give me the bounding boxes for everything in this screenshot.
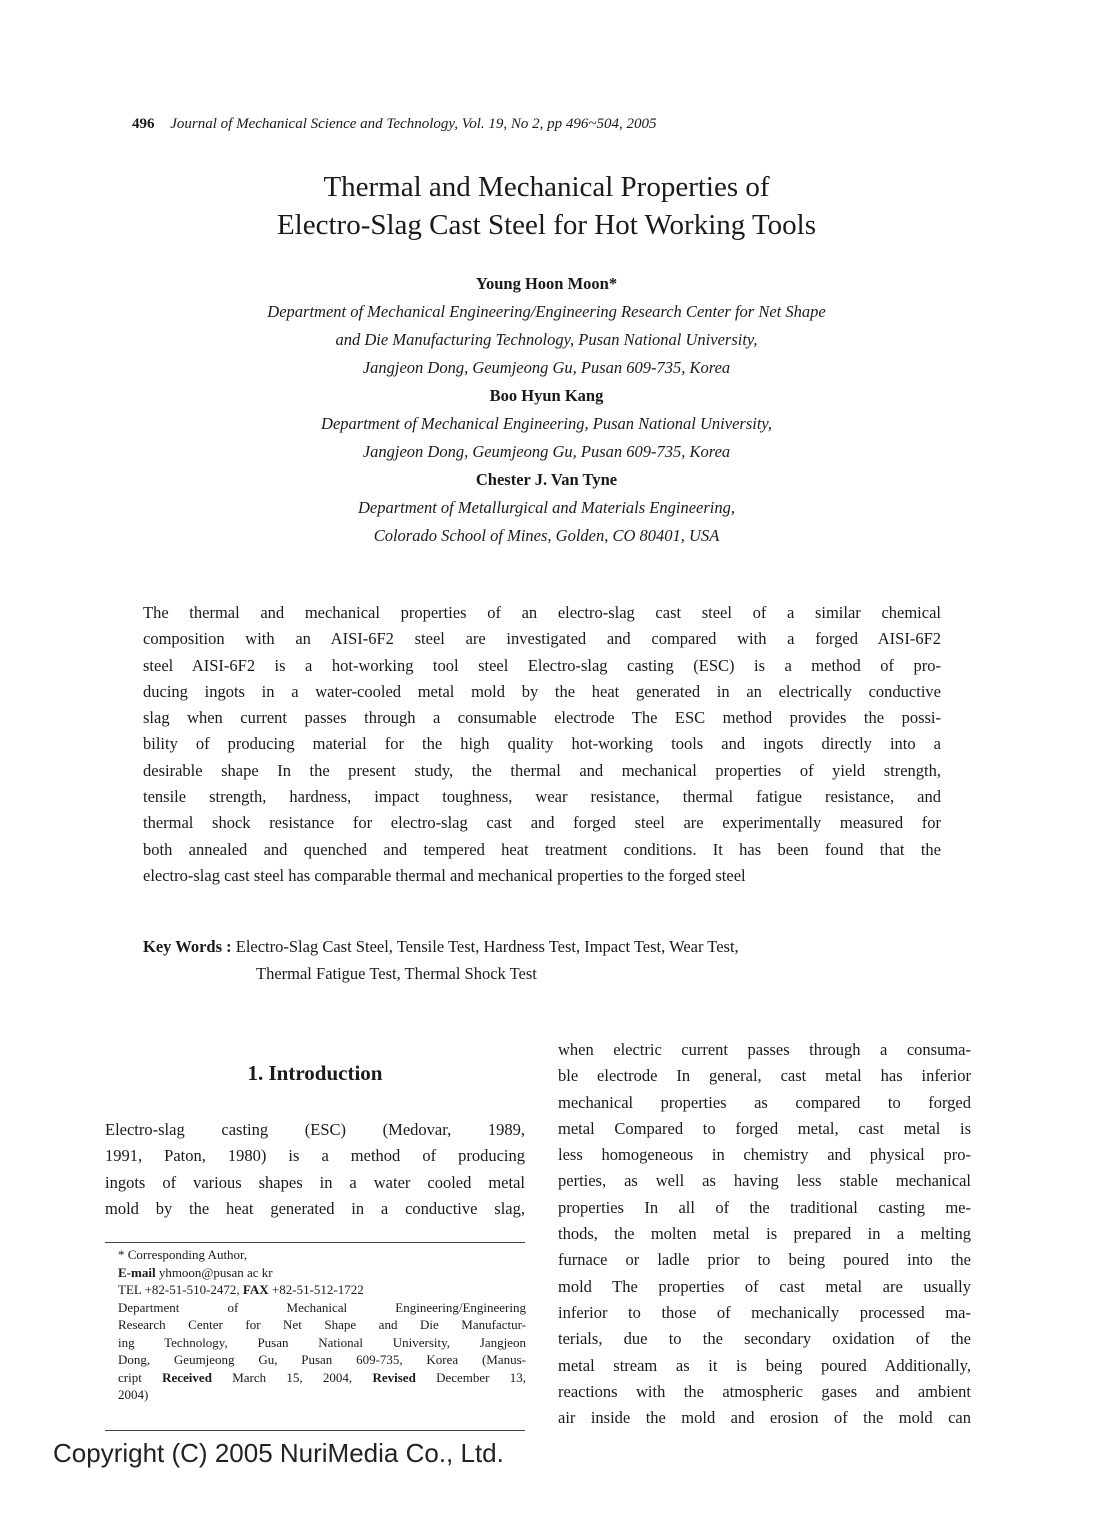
author-affiliation: Jangjeon Dong, Geumjeong Gu, Pusan 609-735, Korea	[362, 358, 731, 377]
author-affiliation: and Die Manufacturing Technology, Pusan National University,	[335, 330, 758, 349]
journal-citation: Journal of Mechanical Science and Technology, Vol. 19, No 2, pp 496~504, 2005	[170, 116, 657, 132]
abstract-line: bility of producing material for the high quality hot-working tools and ingots directly into a	[143, 734, 941, 754]
footnote-corresponding: * Corresponding Author,	[118, 1247, 248, 1262]
tel-label: TEL	[118, 1282, 142, 1297]
paper-title	[0, 168, 1093, 244]
keywords-text: Electro-Slag Cast Steel, Tensile Test, Hardness Test, Impact Test, Wear Test,	[235, 937, 739, 956]
footnote-email-line	[118, 1264, 526, 1282]
abstract-line: thermal shock resistance for electro-slag cast and forged steel are experimentally measured for	[143, 813, 941, 833]
footnote-dept-line: Department of Mechanical Engineering/Engineering	[118, 1299, 526, 1315]
email-label: E-mail	[118, 1264, 156, 1280]
author-name: Young Hoon Moon*	[475, 274, 618, 293]
author-affiliation: Department of Mechanical Engineering/Engineering Research Center for Net Shape	[267, 302, 826, 321]
body-line: when electric current passes through a consuma-	[558, 1040, 971, 1059]
footnote-dates-line	[118, 1369, 526, 1387]
author-affiliation: Jangjeon Dong, Geumjeong Gu, Pusan 609-735, Korea	[362, 442, 731, 461]
footnote-bottom-rule	[105, 1430, 525, 1431]
section-heading: 1. Introduction	[247, 1061, 383, 1085]
fax-label: FAX	[242, 1282, 269, 1297]
abstract-line: desirable shape In the present study, the thermal and mechanical properties of yield strength,	[143, 760, 941, 780]
body-line: terials, due to the secondary oxidation of the	[558, 1329, 971, 1349]
received-date: March 15, 2004,	[232, 1369, 353, 1385]
email-value: yhmoon@pusan ac kr	[158, 1264, 273, 1280]
revised-label: Revised	[372, 1369, 416, 1385]
body-line: reactions with the atmospheric gases and ambient	[558, 1381, 971, 1401]
abstract-line: steel AISI-6F2 is a hot-working tool steel Electro-slag casting (ESC) is a method of pro-	[143, 655, 941, 675]
footnote-dates-end: 2004)	[118, 1387, 149, 1402]
footnote-phone-line	[118, 1281, 526, 1299]
footnote-dept-line: Research Center for Net Shape and Die Manufactur-	[118, 1317, 526, 1332]
running-header	[132, 116, 657, 133]
body-line: thods, the molten metal is prepared in a melting	[558, 1224, 971, 1244]
body-line: air inside the mold and erosion of the mold can	[558, 1408, 971, 1428]
body-line: ingots of various shapes in a water cooled metal	[105, 1172, 525, 1192]
keywords-label: Key Words :	[143, 937, 232, 956]
abstract-line: The thermal and mechanical properties of an electro-slag cast steel of a similar chemical	[143, 603, 941, 622]
abstract	[143, 600, 941, 889]
abstract-line: ducing ingots in a water-cooled metal mold by the heat generated in an electrically conductive	[143, 681, 941, 701]
body-line: perties, as well as having less stable mechanical	[558, 1171, 971, 1191]
paper-title-line: Thermal and Mechanical Properties of	[323, 171, 770, 203]
abstract-line: slag when current passes through a consumable electrode The ESC method provides the possi-	[143, 708, 941, 728]
author-block	[0, 270, 1093, 550]
abstract-line: tensile strength, hardness, impact toughness, wear resistance, thermal fatigue resistance, and	[143, 787, 941, 807]
right-column-text	[558, 1037, 971, 1431]
body-line: mechanical properties as compared to forged	[558, 1092, 971, 1112]
footnote-dept-line: ing Technology, Pusan National University, Jangjeon	[118, 1334, 526, 1350]
body-line: metal Compared to forged metal, cast metal is	[558, 1118, 971, 1138]
copyright-notice: Copyright (C) 2005 NuriMedia Co., Ltd.	[53, 1438, 504, 1468]
tel-value: +82-51-510-2472,	[144, 1282, 240, 1297]
footnote	[118, 1246, 526, 1404]
footnote-divider	[105, 1242, 525, 1243]
author-name: Boo Hyun Kang	[489, 386, 604, 405]
keywords-text: Thermal Fatigue Test, Thermal Shock Test	[256, 964, 537, 983]
received-label: Received	[162, 1369, 212, 1385]
body-line: metal stream as it is being poured Additionally,	[558, 1355, 971, 1375]
footnote-dept-line: Dong, Geumjeong Gu, Pusan 609-735, Korea (Manus-	[118, 1352, 526, 1367]
body-line: less homogeneous in chemistry and physical pro-	[558, 1145, 971, 1165]
abstract-line: both annealed and quenched and tempered heat treatment conditions. It has been found that the	[143, 839, 941, 859]
body-line: furnace or ladle prior to being poured into the	[558, 1250, 971, 1270]
manuscript-label: cript	[118, 1369, 142, 1385]
paper-title-line: Electro-Slag Cast Steel for Hot Working Tools	[276, 209, 817, 241]
keywords	[143, 933, 739, 987]
body-line: Electro-slag casting (ESC) (Medovar, 1989,	[105, 1120, 525, 1139]
author-affiliation: Colorado School of Mines, Golden, CO 80401, USA	[373, 526, 720, 545]
author-affiliation: Department of Metallurgical and Materials Engineering,	[357, 498, 735, 517]
abstract-line: electro-slag cast steel has comparable thermal and mechanical properties to the forged steel	[143, 865, 746, 885]
author-name: Chester J. Van Tyne	[475, 470, 618, 489]
body-line: inferior to those of mechanically processed ma-	[558, 1302, 971, 1322]
body-line: properties In all of the traditional casting me-	[558, 1197, 971, 1217]
revised-date: December 13,	[436, 1369, 527, 1385]
fax-value: +82-51-512-1722	[271, 1282, 364, 1297]
abstract-line: composition with an AISI-6F2 steel are investigated and compared with a forged AISI-6F2	[143, 629, 941, 649]
author-affiliation: Department of Mechanical Engineering, Pusan National University,	[321, 414, 772, 433]
page-number: 496	[132, 116, 155, 132]
left-column-text	[105, 1117, 525, 1222]
body-line: ble electrode In general, cast metal has inferior	[558, 1066, 971, 1086]
body-line: mold by the heat generated in a conductive slag,	[105, 1198, 525, 1218]
body-line: 1991, Paton, 1980) is a method of producing	[105, 1146, 525, 1166]
body-line: mold The properties of cast metal are usually	[558, 1276, 971, 1296]
